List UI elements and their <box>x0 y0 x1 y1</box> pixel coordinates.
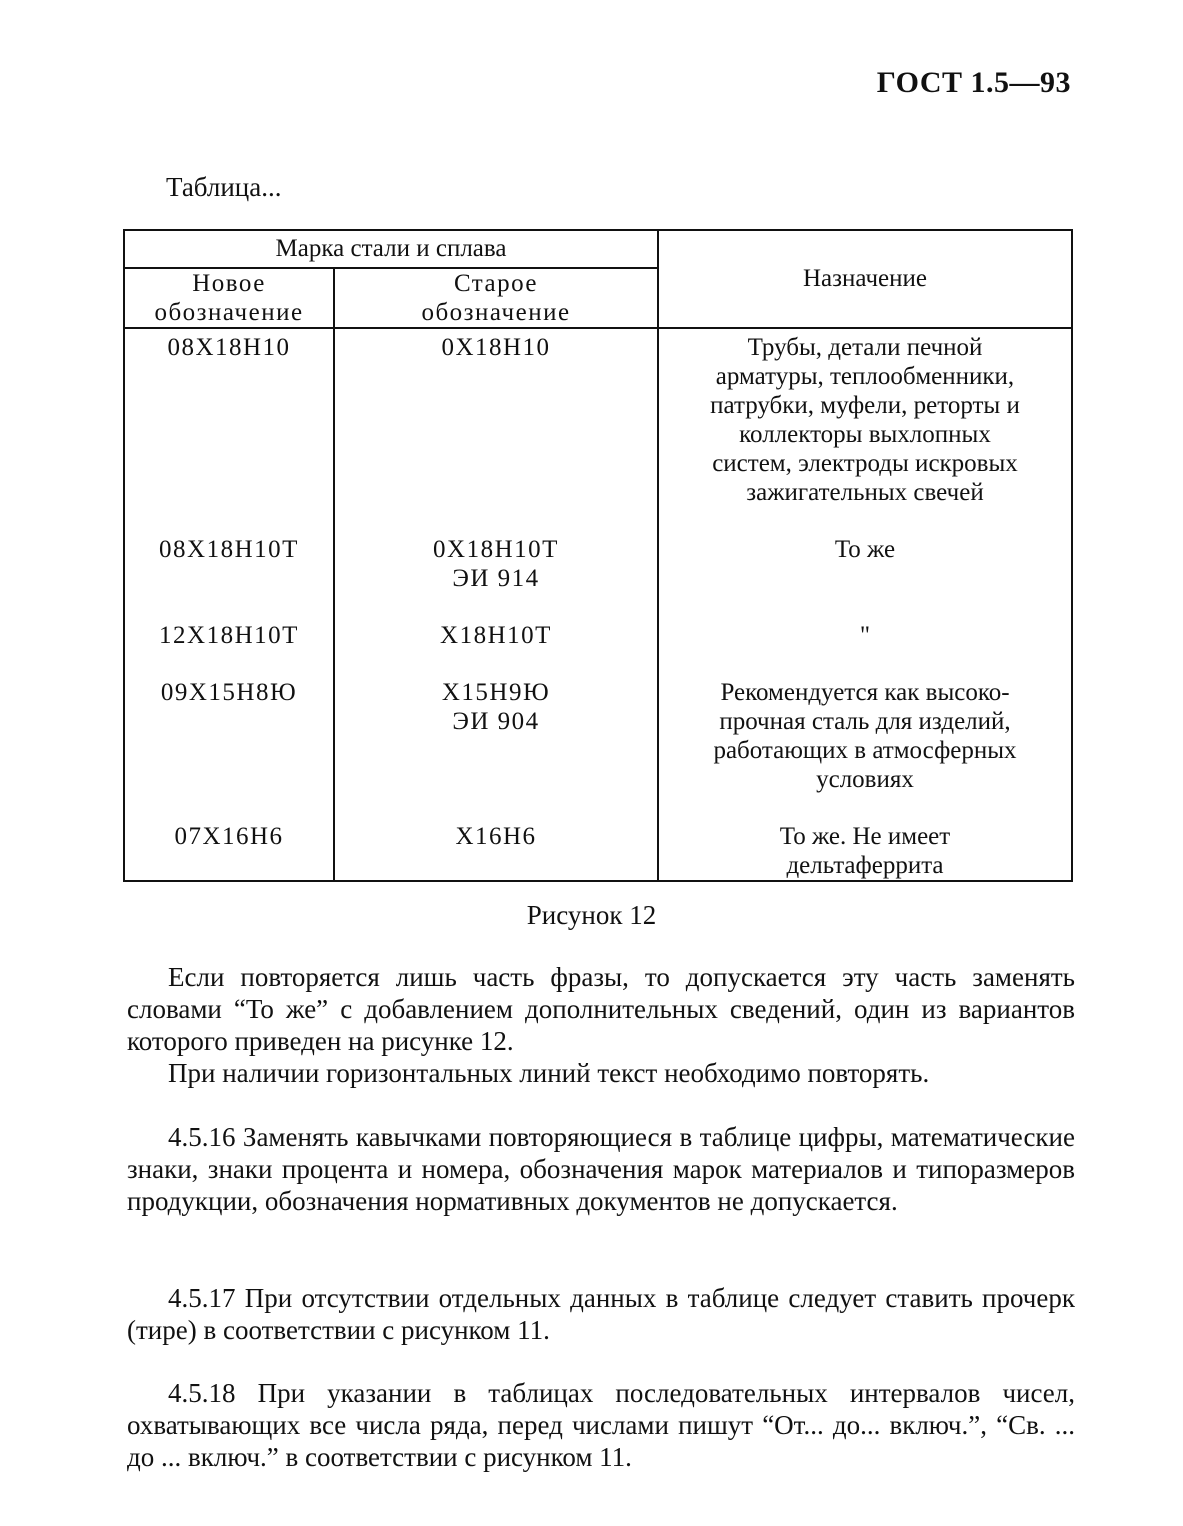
new-designation: 12Х18Н10Т <box>124 617 334 674</box>
table-row <box>124 818 1072 881</box>
old-designation: 0Х18Н10 <box>334 328 658 531</box>
paragraph: При наличии горизонтальных линий текст необходимо повторять. <box>168 1058 930 1088</box>
table-row <box>124 617 1072 674</box>
steel-grade-table <box>123 229 1073 882</box>
paragraph: Если повторяется лишь часть фразы, то допускается эту часть заменять словами “То же” с добавлением дополнительных сведений, один из вариантов которого приведен на рисунке 12. <box>127 962 1075 1056</box>
document-code: ГОСТ 1.5—93 <box>876 66 1071 99</box>
figure-caption: Рисунок 12 <box>526 900 657 930</box>
header-old-designation: Старое обозначение <box>334 268 658 328</box>
old-designation: 0Х18Н10Т ЭИ 914 <box>334 531 658 617</box>
old-designation: Х16Н6 <box>334 818 658 881</box>
header-new-designation: Новое обозначение <box>124 268 334 328</box>
new-designation: 08Х18Н10 <box>124 328 334 531</box>
table-caption: Таблица... <box>166 172 282 202</box>
new-designation: 08Х18Н10Т <box>124 531 334 617</box>
new-designation: 09Х15Н8Ю <box>124 674 334 818</box>
old-designation: Х15Н9Ю ЭИ 904 <box>334 674 658 818</box>
paragraph: 4.5.16 Заменять кавычками повторяющиеся в таблице цифры, математические знаки, знаки процента и номера, обозначения марок материалов и типоразмеров продукции, обозначения нормативных документов не допускается. <box>127 1122 1075 1216</box>
paragraph: 4.5.17 При отсутствии отдельных данных в таблице следует ставить прочерк (тире) в соответствии с рисунком 11. <box>127 1283 1075 1345</box>
purpose: Трубы, детали печной арматуры, теплообменники, патрубки, муфели, реторты и коллекторы выхлопных систем, электроды искровых зажигательных свечей <box>658 328 1072 531</box>
purpose: То же <box>658 531 1072 617</box>
table-row <box>124 674 1072 818</box>
header-purpose: Назначение <box>658 230 1072 328</box>
purpose: " <box>658 617 1072 674</box>
table-row <box>124 328 1072 531</box>
old-designation: Х18Н10Т <box>334 617 658 674</box>
purpose: Рекомендуется как высоко- прочная сталь для изделий, работающих в атмосферных условиях <box>658 674 1072 818</box>
paragraph: 4.5.18 При указании в таблицах последовательных интервалов чисел, охватывающих все числа ряда, перед числами пишут “От... до... включ.”, “Св. ... до ... включ.” в соответствии с рисунком 11. <box>127 1378 1075 1472</box>
group-header: Марка стали и сплава <box>124 230 658 268</box>
purpose: То же. Не имеет дельтаферрита <box>658 818 1072 881</box>
new-designation: 07Х16Н6 <box>124 818 334 881</box>
table-row <box>124 531 1072 617</box>
